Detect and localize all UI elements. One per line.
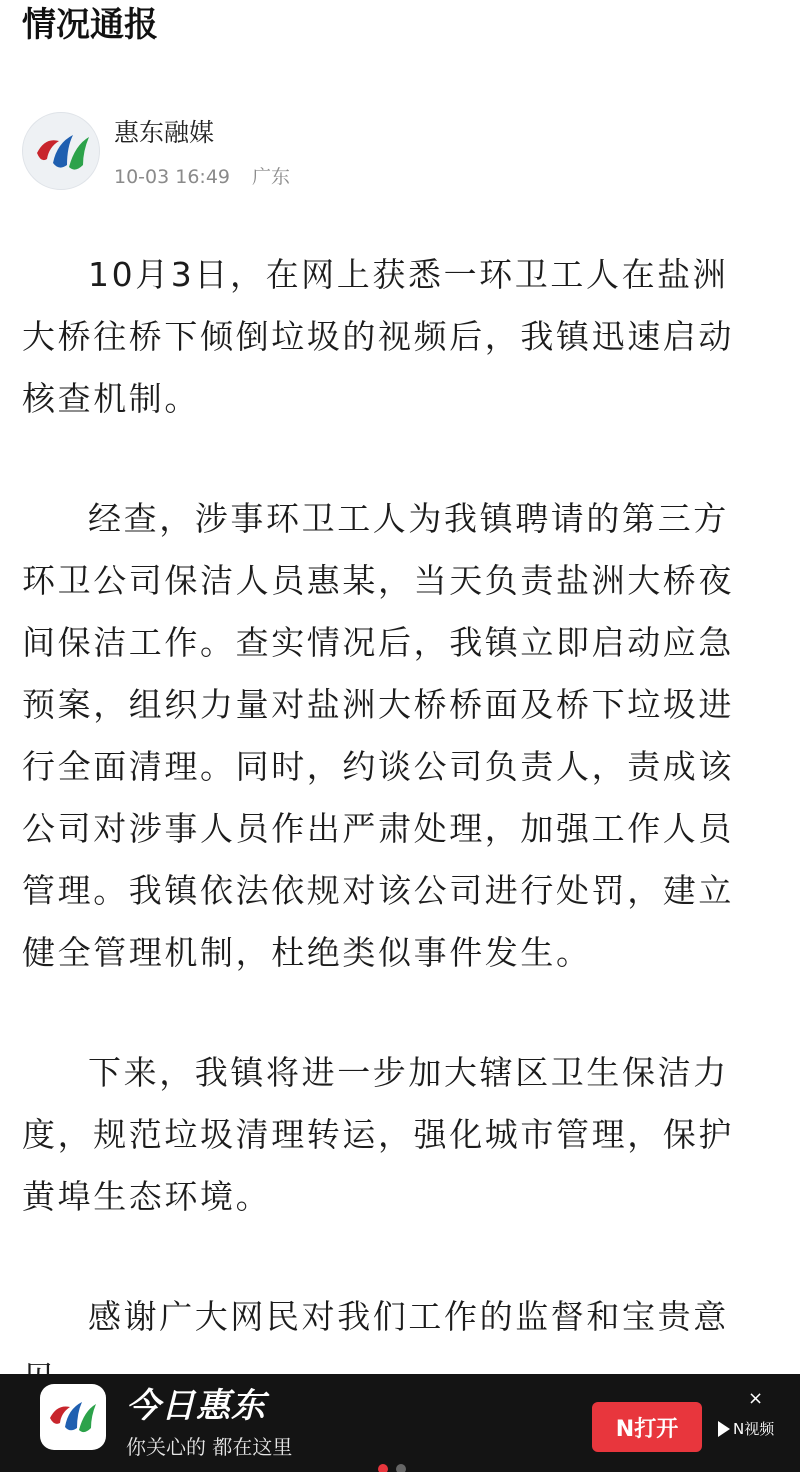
carousel-dot-active [378, 1464, 388, 1472]
n-video-label: N视频 [733, 1420, 775, 1438]
app-download-banner[interactable] [0, 1374, 800, 1472]
article-paragraph: 感谢广大网民对我们工作的监督和宝贵意 [88, 1297, 729, 1336]
huidong-media-logo-icon [23, 113, 100, 190]
carousel-dots [378, 1464, 406, 1472]
carousel-dot [396, 1464, 406, 1472]
page-title: 情况通报 [22, 5, 158, 45]
author-info [22, 112, 782, 192]
article-paragraph: 下来，我镇将进一步加大辖区卫生保洁力度，规范垃圾清理转运，强化城市管理，保护黄埠生态环境。 [22, 1053, 734, 1216]
article-paragraph: 经查，涉事环卫工人为我镇聘请的第三方环卫公司保洁人员惠某，当天负责盐洲大桥夜间保洁工作。查实情况后，我镇立即启动应急预案，组织力量对盐洲大桥桥面及桥下垃圾进行全面清理。同时，约谈公司负责人，责成该公司对涉事人员作出严肃处理，加强工作人员管理。我镇依法依规对该公司进行处罚，建立健全管理机制，杜绝类似事件发生。 [22, 499, 734, 972]
close-icon[interactable]: × [748, 1388, 764, 1409]
author-name[interactable]: 惠东融媒 [114, 118, 215, 147]
app-slogan: 你关心的 都在这里 [126, 1435, 293, 1459]
author-avatar[interactable] [22, 112, 100, 190]
open-app-button[interactable]: N打开 [592, 1402, 702, 1452]
article-body [22, 244, 756, 1410]
n-video-badge[interactable] [718, 1418, 774, 1439]
post-location: 广东 [252, 166, 291, 188]
app-logo [40, 1384, 106, 1450]
play-icon [718, 1421, 730, 1437]
app-logo-icon [40, 1384, 106, 1450]
app-brand-name: 今日惠东 [126, 1386, 266, 1426]
article-paragraph: 10月3日，在网上获悉一环卫工人在盐洲大桥往桥下倾倒垃圾的视频后，我镇迅速启动核查机制。 [22, 255, 734, 418]
post-meta [114, 164, 290, 190]
post-date: 10-03 16:49 [114, 166, 231, 188]
